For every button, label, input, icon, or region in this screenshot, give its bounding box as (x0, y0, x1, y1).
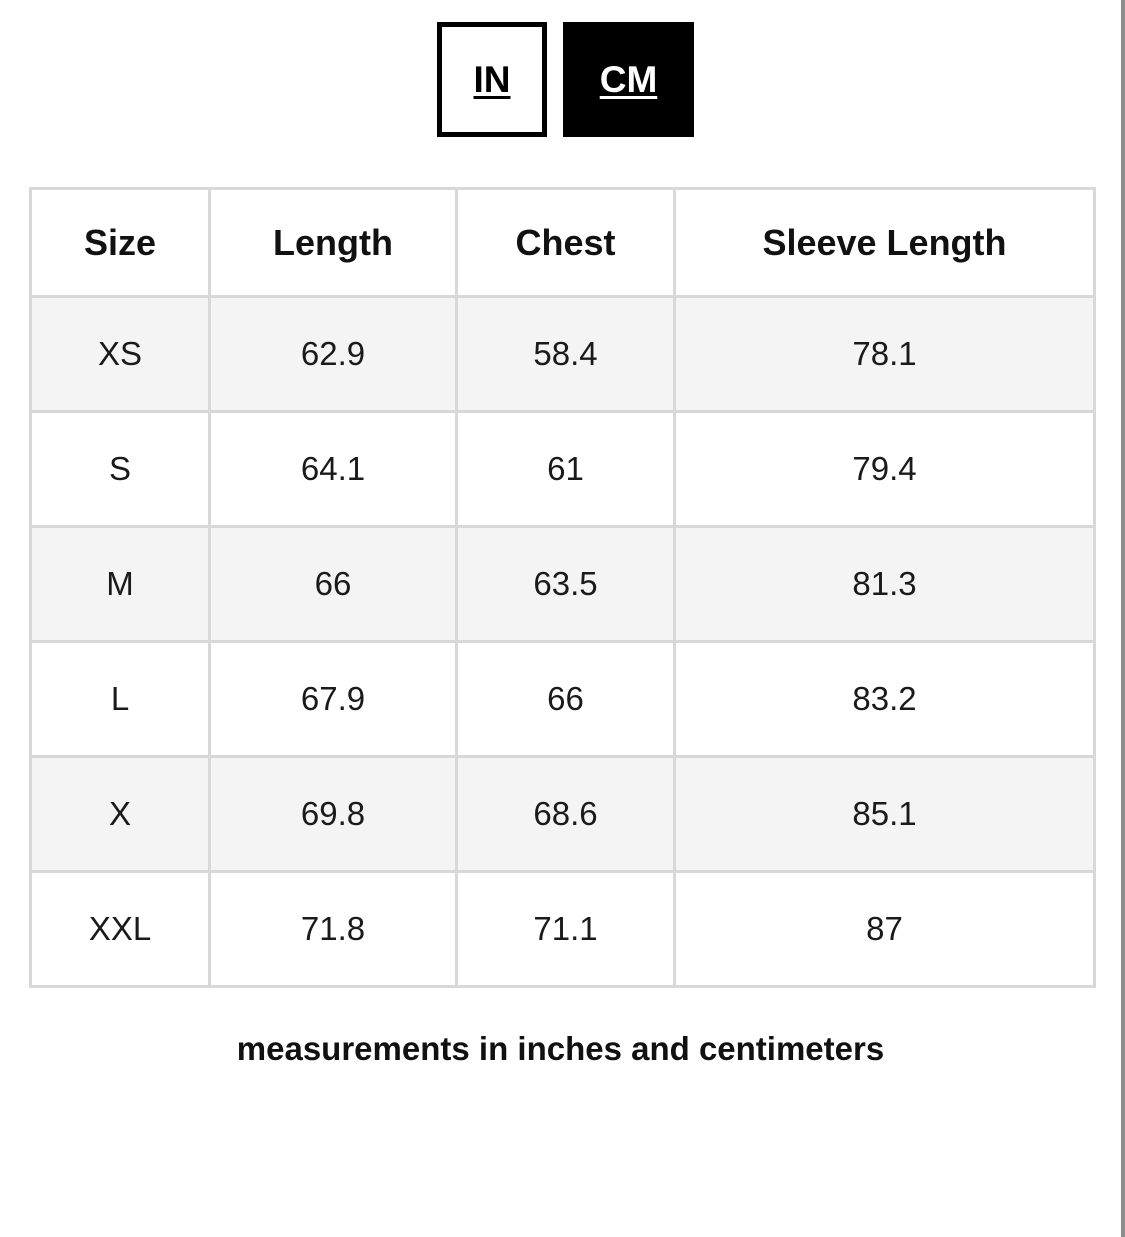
header-row (31, 189, 1095, 297)
header-length: Length (210, 189, 457, 297)
measurements-note: measurements in inches and centimeters (236, 1030, 885, 1067)
header-size: Size (31, 189, 210, 297)
cell-sleeve-length: 85.1 (675, 757, 1095, 872)
cell-chest: 63.5 (457, 527, 675, 642)
cell-length: 67.9 (210, 642, 457, 757)
cell-length: 64.1 (210, 412, 457, 527)
table-row (31, 642, 1095, 757)
cell-chest: 66 (457, 642, 675, 757)
cell-sleeve-length: 78.1 (675, 297, 1095, 412)
cell-sleeve-length: 81.3 (675, 527, 1095, 642)
table-row (31, 757, 1095, 872)
unit-in-button[interactable]: IN (437, 22, 547, 137)
cell-chest: 58.4 (457, 297, 675, 412)
cell-size: XS (31, 297, 210, 412)
cell-size: S (31, 412, 210, 527)
cell-sleeve-length: 79.4 (675, 412, 1095, 527)
cell-sleeve-length: 83.2 (675, 642, 1095, 757)
cell-chest: 68.6 (457, 757, 675, 872)
cell-length: 66 (210, 527, 457, 642)
cell-size: X (31, 757, 210, 872)
cell-length: 69.8 (210, 757, 457, 872)
cell-length: 71.8 (210, 872, 457, 987)
unit-cm-button[interactable]: CM (563, 22, 694, 137)
size-table (29, 187, 1096, 988)
cell-sleeve-length: 87 (675, 872, 1095, 987)
cell-chest: 61 (457, 412, 675, 527)
table-row (31, 872, 1095, 987)
cell-size: M (31, 527, 210, 642)
table-row (31, 297, 1095, 412)
header-sleeve-length: Sleeve Length (675, 189, 1095, 297)
table-row (31, 527, 1095, 642)
scrollbar-edge (1121, 0, 1125, 1237)
header-chest: Chest (457, 189, 675, 297)
cell-size: XXL (31, 872, 210, 987)
cell-chest: 71.1 (457, 872, 675, 987)
cell-length: 62.9 (210, 297, 457, 412)
unit-toggle (437, 22, 694, 137)
cell-size: L (31, 642, 210, 757)
table-row (31, 412, 1095, 527)
